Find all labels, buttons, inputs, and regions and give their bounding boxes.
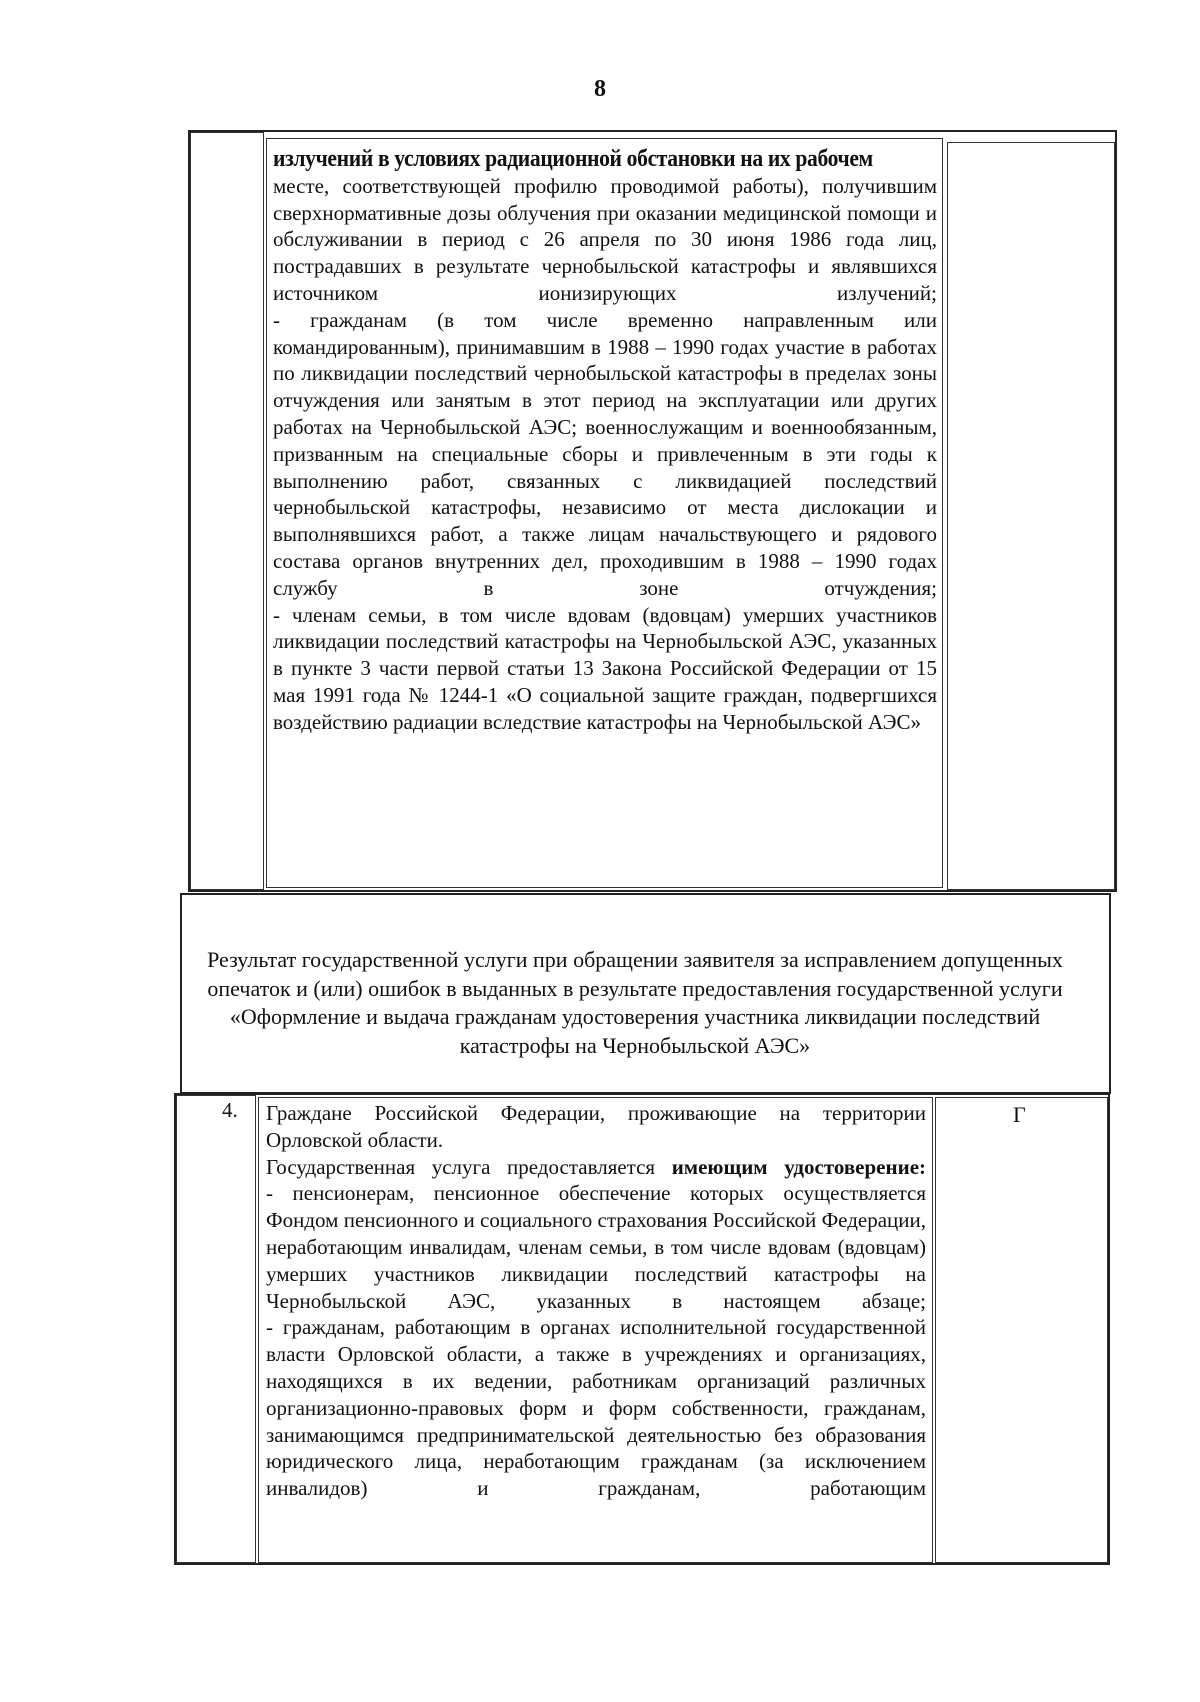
section-title: Результат государственной услуги при обращении заявителя за исправлением допущенных опечаток и (или) ошибок в выданных в результате предоставления государственной услуги «Оформление и выдача гражданам удостоверения участника ликвидации последствий катастрофы на Чернобыльской АЭС»	[207, 947, 1063, 1058]
row-number: 4.	[222, 1098, 238, 1122]
row4-number-cell	[176, 1095, 256, 1563]
row4-paragraph: - пенсионерам, пенсионное обеспечение которых осуществляется Фондом пенсионного и социального страхования Российской Федерации, неработающим инвалидам, членам семьи, в том числе вдовам (вдовцам) умерших участников ликвидации последствий катастрофы на Чернобыльской АЭС, указанных в настоящем абзаце;	[266, 1181, 926, 1313]
row4-code-cell	[935, 1097, 1108, 1563]
row4-service-lead: Государственная услуга предоставляется	[266, 1154, 656, 1179]
left-number-cell	[190, 132, 264, 890]
row4-intro: Граждане Российской Федерации, проживающие на территории Орловской области.	[266, 1101, 926, 1152]
row-continued-paragraph: - гражданам (в том числе временно направленным или командированным), принимавшим в 1988 – 1990 годах участие в работах по ликвидации последствий чернобыльской катастрофы в пределах зоны отчуждения или занятым в этот период на эксплуатации или других работах на Чернобыльской АЭС; военнослужащим и военнообязанным, призванным на специальные сборы и привлеченным в эти годы к выполнению работ, связанных с ликвидацией последствий чернобыльской катастрофы, независимо от места дислокации и выполнявшихся работ, а также лицам начальствующего и рядового состава органов внутренних дел, проходившим в 1988 – 1990 годах службу в зоне отчуждения;	[273, 307, 937, 600]
row4-paragraph: - гражданам, работающим в органах исполнительной государственной власти Орловской области, а также в учреждениях и организациях, находящихся в их ведении, работникам организаций различных организационно-правовых форм и форм собственности, гражданам, занимающимся предпринимательской деятельностью без образования юридического лица, неработающим гражданам (за исключением инвалидов) и гражданам, работающим	[266, 1315, 926, 1501]
row4-text	[266, 1100, 926, 1560]
code-cell	[947, 142, 1115, 890]
row4-service-bold: имеющим удостоверение:	[671, 1154, 926, 1179]
page-number: 8	[594, 76, 606, 102]
row-continued-paragraph: месте, соответствующей профилю проводимой работы), получившим сверхнормативные дозы облучения при оказании медицинской помощи и обслуживании в период с 26 апреля по 30 июня 1986 года лиц, пострадавших в результате чернобыльской катастрофы и являвшихся источником ионизирующих излучений;	[273, 173, 937, 305]
row-code: Г	[1013, 1102, 1026, 1127]
row-continued-text	[273, 146, 937, 886]
row-continued-paragraph: - членам семьи, в том числе вдовам (вдовцам) умерших участников ликвидации последствий катастрофы на Чернобыльской АЭС, указанных в пункте 3 части первой статьи 13 Закона Российской Федерации от 15 мая 1991 года № 1244-1 «О социальной защите граждан, подвергшихся воздействию радиации вследствие катастрофы на Чернобыльской АЭС»	[273, 602, 937, 734]
row-continued-first-line: излучений в условиях радиационной обстановки на их рабочем	[273, 146, 873, 172]
